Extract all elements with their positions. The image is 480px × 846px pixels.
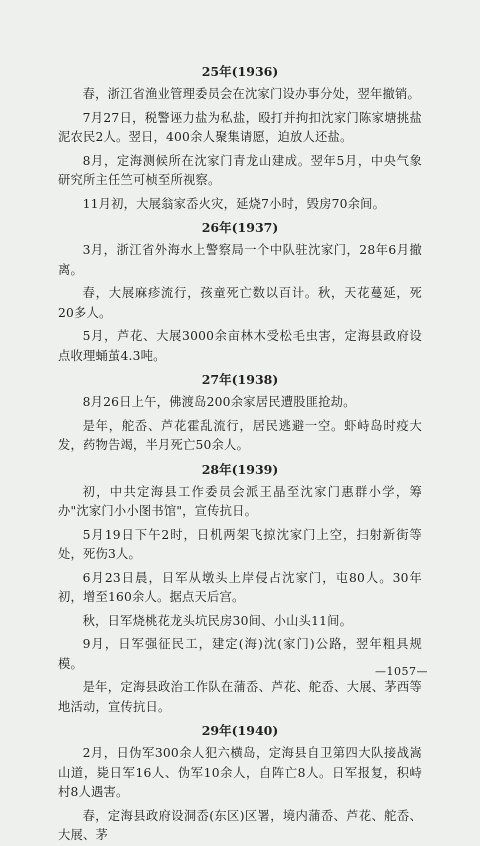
entry-paragraph: 8月26日上午，佛渡岛200余家居民遭股匪抢劫。 xyxy=(82,395,356,409)
entry-paragraph: 11月初，大展翁家岙火灾，延烧7小时，毁房70余间。 xyxy=(82,196,386,211)
chronicle-content xyxy=(58,64,422,846)
entry-paragraph: 7月27日，税警诬力盐为私盐，殴打并拘扣沈家门陈家塘挑盐泥农民2人。翌日，400余人聚集请愿，迫放人还盐。 xyxy=(58,110,422,144)
entry-paragraph: 春，定海县政府设洞岙(东区)区署，境内蒲岙、芦花、舵岙、大展、茅 xyxy=(58,808,422,842)
entry-paragraph: 春，大展麻疹流行，孩童死亡数以百计。秋，天花蔓延，死20多人。 xyxy=(58,286,422,320)
entry-paragraph: 3月，浙江省外海水上警察局一个中队驻沈家门，28年6月撤离。 xyxy=(58,243,422,277)
entry-paragraph: 9月，日军强征民工，建定(海)沈(家门)公路，翌年粗具规模。 xyxy=(58,637,422,671)
entry-paragraph: 5月19日下午2时，日机两架飞掠沈家门上空，扫射新街等处，死伤3人。 xyxy=(58,527,422,561)
entry-paragraph: 8月，定海测候所在沈家门青龙山建成。翌年5月，中央气象研究所主任竺可桢至所视察。 xyxy=(58,153,422,187)
entry-paragraph: 是年，定海县政治工作队在蒲岙、芦花、舵岙、大展、茅西等地活动，宣传抗日。 xyxy=(58,680,422,714)
entry-paragraph: 秋，日军烧桃花龙头坑民房30间、小山头11间。 xyxy=(82,613,353,628)
entry-paragraph: 春，浙江省渔业管理委员会在沈家门设办事分处，翌年撤销。 xyxy=(82,87,421,101)
entry-paragraph: 2月，日伪军300余人犯六横岛，定海县自卫第四大队接战嵩山道，毙日军16人、伪军10余人，自阵亡8人。日军报复，积峙村8人遇害。 xyxy=(58,746,422,799)
entry-paragraph: 5月，芦花、大展3000余亩林木受松毛虫害，定海县政府设点收理蛹茧4.3吨。 xyxy=(58,329,422,363)
entry-paragraph: 初，中共定海县工作委员会派王晶至沈家门惠群小学，筹办"沈家门小小图书馆"，宣传抗日。 xyxy=(58,484,422,518)
entry-paragraph: 6月23日晨，日军从墩头上岸侵占沈家门，屯80人。30年初，增至160余人。据点天后宫。 xyxy=(58,570,422,604)
year-heading: 28年(1939) xyxy=(201,461,279,477)
page-number: —1057— xyxy=(375,665,428,678)
year-heading: 26年(1937) xyxy=(201,220,279,235)
year-heading: 25年(1936) xyxy=(201,64,279,79)
entry-paragraph: 是年，舵岙、芦花霍乱流行，居民逃避一空。虾峙岛时疫大发，药物告竭，半月死亡50余人。 xyxy=(58,418,422,452)
year-heading: 27年(1938) xyxy=(201,372,279,387)
year-heading: 29年(1940) xyxy=(201,723,279,738)
